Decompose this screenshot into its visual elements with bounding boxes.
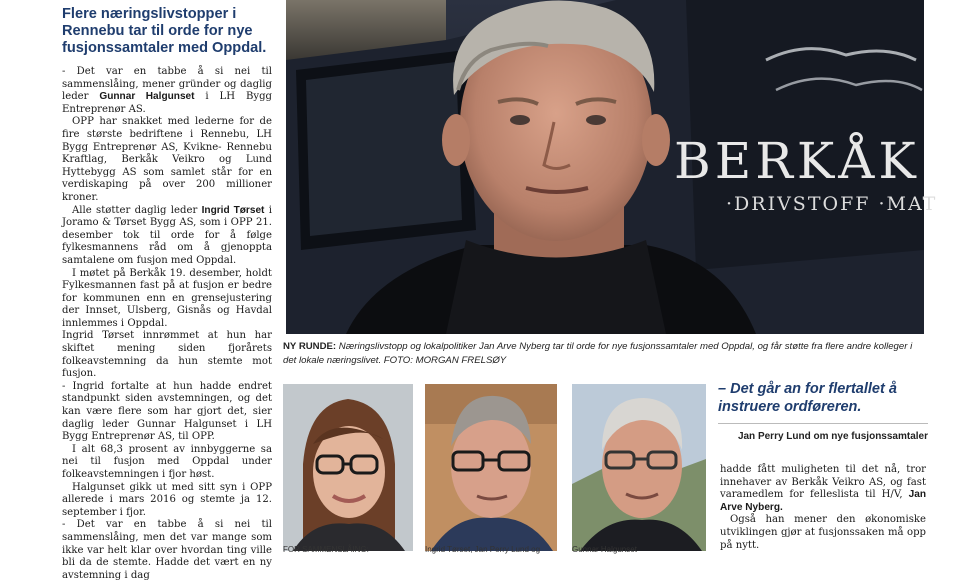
- paragraph-7: I alt 68,3 prosent av innbyggerne sa nei til fusjon med Oppdal under folkeavstemningen i fjor høst.: [62, 443, 272, 480]
- paragraph-9: - Det var en tabbe å si nei til sammenslåing, men det var mange som ikke var helt klar over hvordan ting ville bli da de stemte. Hadde det vært en ny avstemning i dag: [62, 519, 272, 581]
- portrait-jan-perry-lund: [425, 384, 557, 551]
- p3-text-a: Alle støtter daglig leder: [72, 204, 202, 216]
- right-p1-text: hadde fått muligheten til det nå, tror innehaver av Berkåk Veikro AS, og fast varamedlem for felleslista til H/V,: [720, 464, 926, 501]
- portrait-ingrid-torset: [283, 384, 413, 551]
- portrait-man-2-illustration: [572, 384, 706, 551]
- photo-caption: [283, 340, 927, 368]
- article-left-column: [62, 6, 273, 581]
- caption-text: Næringslivstopp og lokalpolitiker Jan Arve Nyberg tar til orde for nye fusjonssamtaler med Oppdal, og får støtte fra flere andre kolleger i det lokale næringslivet. FOTO: MORGAN FRELSØY: [283, 341, 913, 366]
- right-p1-name: Jan Arve Nyberg.: [720, 489, 926, 513]
- right-paragraph-1: [720, 464, 926, 514]
- portrait-jan-arve-nyberg: [572, 384, 706, 551]
- paragraph-6: - Ingrid fortalte at hun hadde endret standpunkt siden avstemningen, og det kan være flere som har gjort det, sier daglig leder Gunnar Halgunset i LH Bygg Entreprenør AS, til OPP.: [62, 380, 272, 443]
- article-right-column: [720, 464, 926, 552]
- portrait-label-1: FOR SAMMENSLÅING:: [283, 545, 369, 554]
- p3-text-b: i Joramo & Tørset Bygg AS, som i OPP 21. desember tok til orde for å følge fylkesmannens råd om å gjenoppta samtalene om fusjon med Oppdal.: [62, 204, 273, 266]
- caption-lead: NY RUNDE:: [283, 341, 337, 352]
- main-photo: [286, 0, 938, 334]
- paragraph-5: Ingrid Tørset innrømmet at hun har skiftet mening siden fjorårets folkeavstemning da hun stemte mot fusjon.: [62, 330, 272, 380]
- paragraph-2: OPP har snakket med lederne for de fire største bedriftene i Rennebu, LH Bygg Entreprenør AS, Kvikne- Rennebu Kraftlag, Berkåk Veikro og Lund Hyttebygg AS som samlet står for en verdiskaping på over 200 millioner kroner.: [62, 116, 272, 203]
- pull-quote-attribution: Jan Perry Lund om nye fusjonssamtaler: [718, 423, 928, 442]
- main-photo-illustration: [286, 0, 938, 334]
- p1-name: Gunnar Halgunset: [99, 91, 195, 103]
- van-brand-text: BERKÅK: [674, 132, 920, 190]
- article-body: [62, 66, 272, 582]
- p1-text-a: - Det var en tabbe å si nei til sammenslåing, mener gründer og daglig leder: [62, 66, 272, 103]
- paragraph-1: [62, 66, 272, 116]
- portrait-man-1-illustration: [425, 384, 557, 551]
- portrait-woman-illustration: [283, 384, 413, 551]
- paragraph-4: I møtet på Berkåk 19. desember, holdt Fylkesmannen fast på at fusjon er bedre for kommunen enn en grensejustering der Innset, Ulsberg, Gisnås og Havdal innlemmes i Oppdal.: [62, 267, 272, 329]
- p1-text-b: i LH Bygg Entreprenør AS.: [62, 91, 272, 115]
- pull-quote: – Det går an for flertallet å instruere ordføreren.: [718, 381, 897, 415]
- article-headline: Flere næringslivstopper i Rennebu tar til orde for nye fusjonssamtaler med Oppdal.: [62, 6, 267, 56]
- portrait-label-2: Ingrid Tørset, Jan Perry Lund og: [425, 545, 541, 554]
- paragraph-3: [62, 205, 272, 268]
- right-paragraph-2: Også han mener den økonomiske utviklingen gjør at fusjonssaken må opp på nytt.: [720, 514, 926, 551]
- van-subtext: ·DRIVSTOFF ·MAT: [726, 193, 938, 215]
- p3-name: Ingrid Tørset: [201, 204, 265, 216]
- paragraph-8: Halgunset gikk ut med sitt syn i OPP allerede i mars 2016 og stemte ja 12. september i fjor.: [62, 481, 272, 518]
- portrait-label-3: Gunnar Halgunset: [572, 545, 637, 554]
